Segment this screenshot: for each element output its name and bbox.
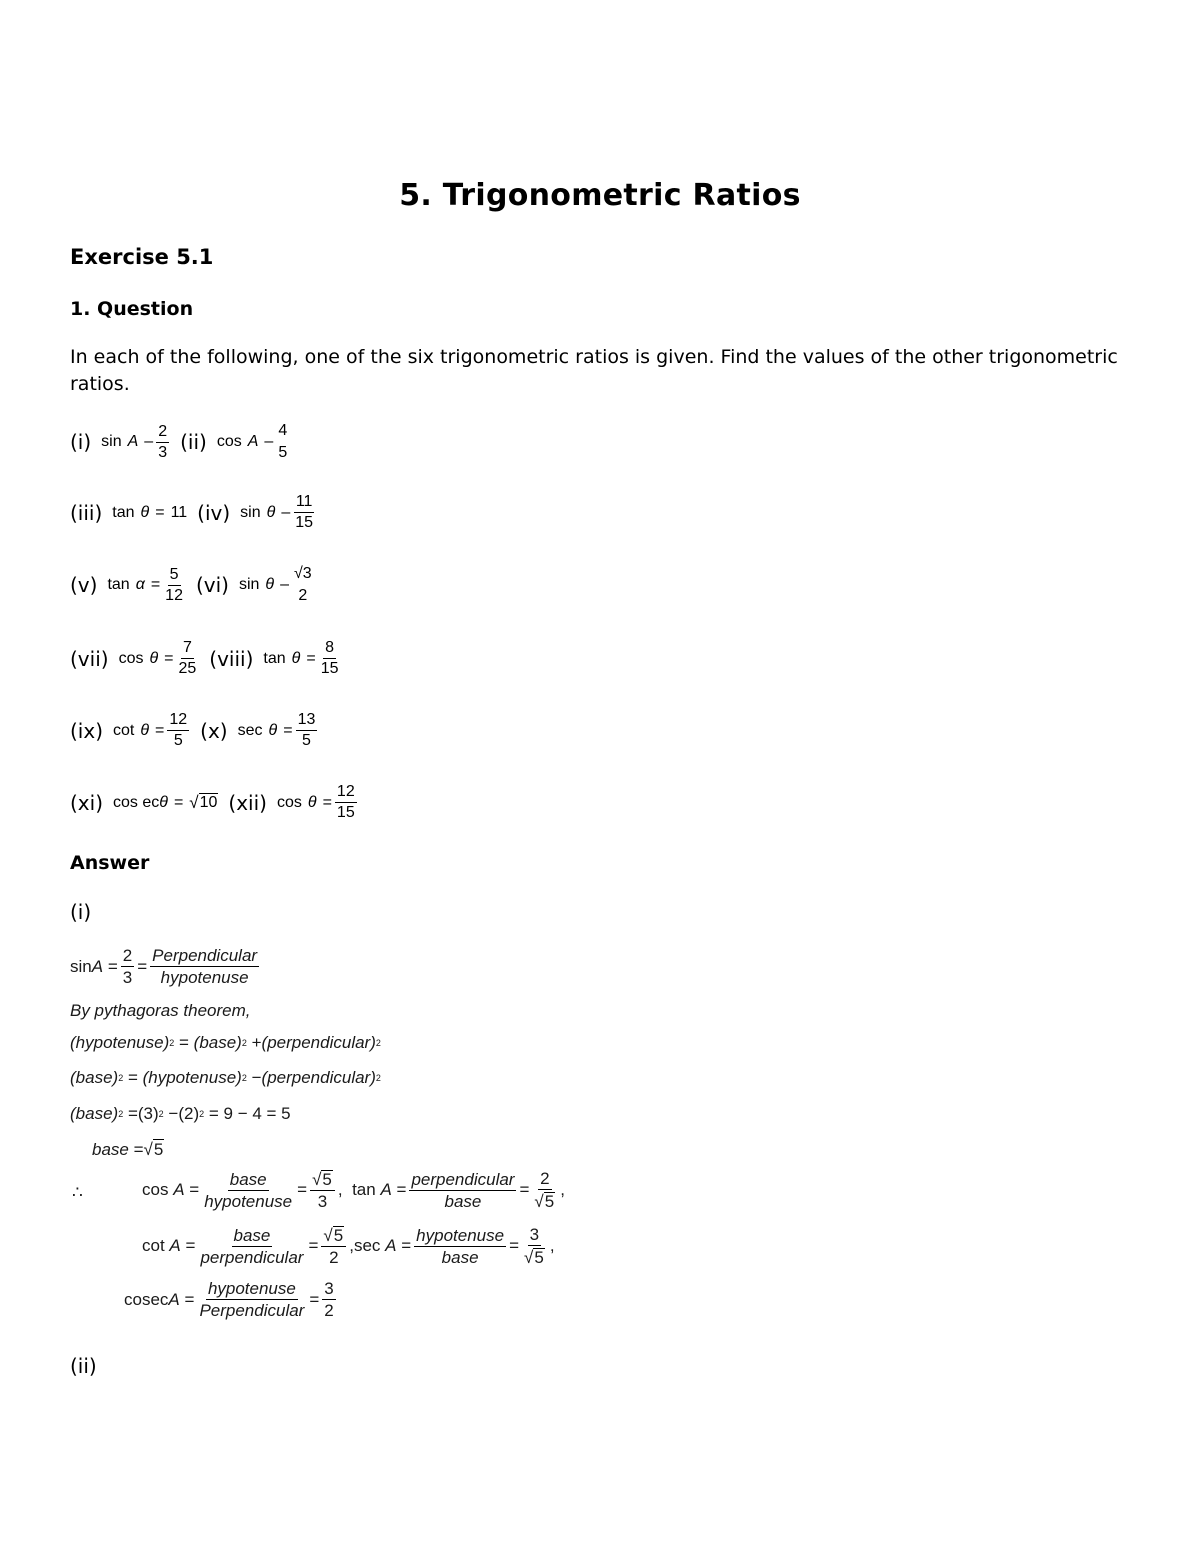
problem-expression: sec θ = $\frac{13}{5}$ (237, 711, 316, 749)
fraction: $\frac{\text{Perpendicular}}{\text{hypotenuse}}$ (152, 946, 258, 987)
fraction: $\frac{\text{base}}{\text{hypotenuse}}$ (204, 1169, 293, 1211)
problem-label: (x) (200, 718, 228, 743)
problem-expression: sin θ – $\frac{11}{15}$ (240, 493, 314, 531)
problem-expression: cos θ = $\frac{7}{25}$ (118, 639, 197, 677)
page-title: 5. Trigonometric Ratios (399, 178, 801, 213)
fraction: 3 √ 5 (524, 1225, 544, 1267)
question-heading: 1. Question (70, 298, 194, 320)
next-solution-label: (ii) (70, 1354, 97, 1378)
problem-label: (xii) (228, 790, 267, 815)
solution-label: (i) (70, 900, 92, 924)
fraction: √ 5 2 (321, 1226, 346, 1266)
problem-row-4 (70, 640, 344, 677)
fraction: 4 5 (278, 422, 288, 461)
solution-line-base-root: base = √ 5 (92, 1139, 164, 1159)
solution-line-theorem: By pythagoras theorem, (70, 1001, 251, 1020)
problem-label: (i) (70, 430, 92, 454)
solution-line-cos-tan: cos A = $\frac{\text{base}}{\text{hypotenuse}}$ = √ 5 3 , tan A = $\frac{\text{perpendicular}}{\text{base}}$ = 2 √ 5 , (142, 1169, 565, 1211)
fraction: $\frac{3}{2}$ (324, 1279, 334, 1320)
fraction: $\frac{\text{hypotenuse}}{\text{Perpendicular}}$ (199, 1279, 305, 1320)
fraction: $\frac{\text{hypotenuse}}{\text{base}}$ (416, 1225, 505, 1267)
problem-expression: tan θ = 11 (112, 503, 188, 521)
problem-expression: cos ec θ = √ 10 (113, 792, 218, 812)
exercise-heading: Exercise 5.1 (70, 245, 214, 269)
fraction: √ 5 3 (310, 1170, 335, 1210)
problem-label: (xi) (70, 790, 103, 815)
problem-label: (viii) (209, 646, 254, 671)
problem-expression: tan θ = $\frac{8}{15}$ (263, 639, 339, 677)
fraction: $\frac{\text{base}}{\text{perpendicular}}$ (200, 1225, 304, 1267)
fraction: $\frac{13}{5}$ (297, 711, 316, 749)
problem-expression: cos θ = $\frac{12}{15}$ (276, 783, 355, 821)
fraction: $\frac{12}{5}$ (169, 711, 188, 749)
therefore-symbol: ∴ (72, 1183, 83, 1202)
problem-expression: sin θ – √3 2 (238, 565, 312, 604)
fraction: $\frac{2}{3}$ (158, 422, 168, 461)
problem-label: (vi) (195, 573, 229, 597)
problem-row-1 (70, 423, 292, 461)
problem-label: (ii) (180, 430, 207, 454)
problem-label: (ix) (70, 718, 103, 743)
fraction: $\frac{5}{12}$ (165, 565, 183, 604)
solution-line-pythagoras: (hypotenuse) 2 = (base) 2 + (perpendicular) 2 (70, 1033, 381, 1052)
fraction: $\frac{7}{25}$ (178, 639, 197, 677)
fraction: 2 √ 5 (534, 1169, 555, 1211)
problem-expression: cos A – 4 5 (216, 422, 288, 461)
fraction: $\frac{12}{15}$ (336, 783, 355, 821)
problem-label: (vii) (70, 646, 109, 671)
fraction: $\frac{\text{perpendicular}}{\text{base}}$ (411, 1169, 515, 1211)
fraction: $\frac{8}{15}$ (320, 639, 339, 677)
problem-label: (iv) (197, 500, 231, 525)
answer-heading: Answer (70, 852, 150, 874)
problem-expression: cot θ = $\frac{12}{5}$ (113, 711, 188, 749)
problem-expression: tan α = $\frac{5}{12}$ (107, 565, 183, 604)
solution-line-sin: sin A = $\frac{2}{3}$ = $\frac{\text{Perpendicular}}{\text{hypotenuse}}$ (70, 946, 258, 987)
problem-row-3 (70, 566, 317, 604)
problem-expression: sin A – $\frac{2}{3}$ (101, 422, 168, 461)
solution-line-cot-sec: cot A = $\frac{\text{base}}{\text{perpendicular}}$ = √ 5 2 , sec A = $\frac{\text{hypotenuse}}{\text{base}}$ = 3 √ 5 , (142, 1225, 555, 1267)
problem-label: (v) (70, 573, 98, 597)
problem-row-6 (70, 784, 360, 821)
problem-row-5 (70, 712, 320, 749)
radical: √ 5 (143, 1139, 164, 1159)
problem-row-2 (70, 494, 318, 531)
radical: √ 10 (189, 792, 218, 812)
problem-label: (iii) (70, 500, 103, 525)
solution-line-base-value: (base) 2 = (3) 2 − (2) 2 = 9 − 4 = 5 (70, 1104, 291, 1123)
solution-line-base-formula: (base) 2 = (hypotenuse) 2 − (perpendicular) 2 (70, 1068, 381, 1087)
fraction: $\frac{11}{15}$ (295, 493, 314, 531)
fraction: $\frac{2}{3}$ (122, 946, 133, 987)
question-text: In each of the following, one of the six trigonometric ratios is given. Find the values of the other trigonometric ratios. (70, 346, 1118, 395)
solution-line-cosec: cosec A = $\frac{\text{hypotenuse}}{\text{Perpendicular}}$ = $\frac{3}{2}$ (124, 1279, 334, 1320)
fraction: √3 2 (294, 565, 312, 604)
